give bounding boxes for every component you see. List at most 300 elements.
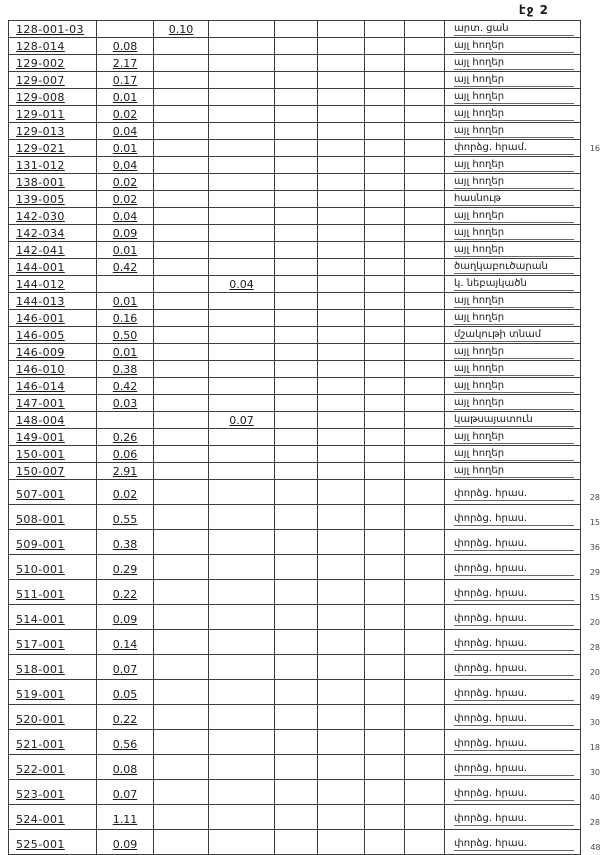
parcel-code-cell-text: 148-004 xyxy=(16,413,65,427)
empty-cell xyxy=(318,293,365,310)
empty-cell xyxy=(318,225,365,242)
margin-note xyxy=(581,605,601,630)
area-col2-cell xyxy=(154,225,209,242)
empty-cell xyxy=(318,361,365,378)
parcel-code-cell-text: 510-001 xyxy=(16,563,65,576)
margin-note xyxy=(581,395,601,412)
area-col2-cell xyxy=(154,89,209,106)
area-col1-cell-text: 0.38 xyxy=(112,538,138,551)
empty-cell xyxy=(318,830,365,855)
parcel-code-cell-text: 146-009 xyxy=(16,345,65,359)
empty-cell xyxy=(365,106,405,123)
empty-cell xyxy=(275,530,318,555)
empty-cell xyxy=(405,174,445,191)
table-row xyxy=(9,123,601,140)
area-col1-cell-text: 0.04 xyxy=(112,209,138,223)
parcel-code-cell-text: 514-001 xyxy=(16,613,65,626)
area-col1-cell-text: 0.06 xyxy=(112,447,138,461)
area-col3-cell xyxy=(209,655,275,680)
empty-cell xyxy=(318,655,365,680)
area-col3-cell xyxy=(209,21,275,38)
land-use-cell xyxy=(445,55,581,72)
margin-note xyxy=(581,805,601,830)
area-col3-cell xyxy=(209,293,275,310)
land-use-cell xyxy=(445,605,581,630)
parcel-code-cell xyxy=(9,293,97,310)
table-row xyxy=(9,705,601,730)
margin-note xyxy=(581,361,601,378)
area-col1-cell-text: 0.03 xyxy=(112,396,138,410)
parcel-code-cell-text: 142-041 xyxy=(16,243,65,257)
empty-cell xyxy=(405,378,445,395)
empty-cell xyxy=(365,344,405,361)
land-use-cell-text: այլ հողեր xyxy=(454,125,574,138)
margin-note xyxy=(581,344,601,361)
table-row xyxy=(9,72,601,89)
empty-cell xyxy=(275,225,318,242)
empty-cell xyxy=(365,463,405,480)
table-row xyxy=(9,310,601,327)
area-col2-cell xyxy=(154,361,209,378)
table-row xyxy=(9,395,601,412)
empty-cell xyxy=(318,106,365,123)
empty-cell xyxy=(405,55,445,72)
area-col3-cell xyxy=(209,157,275,174)
area-col2-cell xyxy=(154,276,209,293)
empty-cell xyxy=(275,259,318,276)
parcel-code-cell-text: 146-014 xyxy=(16,379,65,393)
empty-cell xyxy=(318,446,365,463)
parcel-code-cell xyxy=(9,655,97,680)
area-col2-cell xyxy=(154,21,209,38)
area-col2-cell xyxy=(154,344,209,361)
empty-cell xyxy=(365,140,405,157)
area-col1-cell xyxy=(97,361,154,378)
empty-cell xyxy=(405,480,445,505)
empty-cell xyxy=(275,580,318,605)
empty-cell xyxy=(275,344,318,361)
land-use-cell-text: փորձց. հրաս. xyxy=(454,638,574,651)
parcel-code-cell-text: 149-001 xyxy=(16,430,65,444)
parcel-code-cell-text: 138-001 xyxy=(16,175,65,189)
land-use-cell-text: փորձց. հրաս. xyxy=(454,613,574,626)
empty-cell xyxy=(405,208,445,225)
parcel-code-cell xyxy=(9,21,97,38)
land-use-cell xyxy=(445,755,581,780)
parcel-code-cell-text: 146-001 xyxy=(16,311,65,325)
area-col2-cell xyxy=(154,38,209,55)
parcel-code-cell xyxy=(9,191,97,208)
land-use-cell-text: փորձց. հրաս. xyxy=(454,488,574,501)
parcel-code-cell-text: 144-001 xyxy=(16,260,65,274)
table-row xyxy=(9,480,601,505)
area-col1-cell xyxy=(97,505,154,530)
parcel-code-cell xyxy=(9,276,97,293)
parcel-code-cell-text: 521-001 xyxy=(16,738,65,751)
empty-cell xyxy=(318,505,365,530)
table-row xyxy=(9,378,601,395)
empty-cell xyxy=(318,310,365,327)
area-col1-cell-text: 0.29 xyxy=(112,563,138,576)
empty-cell xyxy=(275,480,318,505)
empty-cell xyxy=(365,480,405,505)
area-col1-cell xyxy=(97,395,154,412)
empty-cell xyxy=(365,276,405,293)
area-col1-cell xyxy=(97,605,154,630)
empty-cell xyxy=(275,174,318,191)
land-use-cell-text: ծաղկաբուծարան xyxy=(454,261,574,274)
empty-cell xyxy=(275,655,318,680)
empty-cell xyxy=(365,780,405,805)
land-use-cell-text: այլ հողեր xyxy=(454,74,574,87)
area-col1-cell xyxy=(97,55,154,72)
empty-cell xyxy=(275,293,318,310)
empty-cell xyxy=(405,89,445,106)
area-col2-cell xyxy=(154,310,209,327)
parcel-code-cell-text: 131-012 xyxy=(16,158,65,172)
margin-note-text: 16 xyxy=(589,143,600,153)
empty-cell xyxy=(405,140,445,157)
margin-note xyxy=(581,174,601,191)
margin-note xyxy=(581,276,601,293)
empty-cell xyxy=(405,191,445,208)
parcel-code-cell-text: 522-001 xyxy=(16,763,65,776)
empty-cell xyxy=(318,805,365,830)
parcel-code-cell xyxy=(9,310,97,327)
empty-cell xyxy=(318,429,365,446)
area-col2-cell xyxy=(154,505,209,530)
empty-cell xyxy=(275,106,318,123)
area-col1-cell-text: 0.09 xyxy=(112,613,138,626)
empty-cell xyxy=(318,463,365,480)
land-use-cell xyxy=(445,225,581,242)
parcel-code-cell xyxy=(9,55,97,72)
area-col3-cell xyxy=(209,106,275,123)
parcel-code-cell xyxy=(9,208,97,225)
area-col1-cell-text: 0.01 xyxy=(112,90,138,104)
land-use-cell xyxy=(445,21,581,38)
empty-cell xyxy=(318,344,365,361)
land-use-cell xyxy=(445,555,581,580)
empty-cell xyxy=(365,580,405,605)
area-col1-cell-text: 2.17 xyxy=(112,56,138,70)
margin-note xyxy=(581,830,601,855)
area-col1-cell xyxy=(97,780,154,805)
area-col1-cell xyxy=(97,259,154,276)
area-col1-cell-text: 0.01 xyxy=(112,345,138,359)
area-col1-cell xyxy=(97,191,154,208)
empty-cell xyxy=(365,293,405,310)
margin-note xyxy=(581,530,601,555)
area-col2-cell-text: 0.10 xyxy=(168,22,194,36)
table-row xyxy=(9,38,601,55)
area-col1-cell xyxy=(97,38,154,55)
land-use-cell-text: արտ. ցան xyxy=(454,23,574,36)
area-col3-cell xyxy=(209,480,275,505)
parcel-code-cell-text: 146-010 xyxy=(16,362,65,376)
area-col1-cell-text: 0.17 xyxy=(112,73,138,87)
empty-cell xyxy=(405,555,445,580)
parcel-code-cell-text: 144-013 xyxy=(16,294,65,308)
empty-cell xyxy=(405,605,445,630)
margin-note-text: 20 xyxy=(589,617,600,627)
margin-note-text: 30 xyxy=(589,767,600,777)
area-col3-cell xyxy=(209,463,275,480)
land-use-cell-text: այլ հողեր xyxy=(454,397,574,410)
empty-cell xyxy=(318,730,365,755)
area-col3-cell xyxy=(209,72,275,89)
parcel-code-cell xyxy=(9,555,97,580)
margin-note xyxy=(581,680,601,705)
area-col2-cell xyxy=(154,174,209,191)
area-col1-cell xyxy=(97,310,154,327)
land-use-cell-text: փորձց. հրաս. xyxy=(454,763,574,776)
area-col3-cell-text: 0.07 xyxy=(229,413,254,427)
area-col2-cell xyxy=(154,680,209,705)
empty-cell xyxy=(318,242,365,259)
table-row xyxy=(9,293,601,310)
area-col1-cell-text: 0.16 xyxy=(112,311,138,325)
area-col1-cell xyxy=(97,429,154,446)
area-col3-cell xyxy=(209,123,275,140)
area-col3-cell xyxy=(209,630,275,655)
area-col3-cell xyxy=(209,361,275,378)
table-row xyxy=(9,327,601,344)
empty-cell xyxy=(405,293,445,310)
parcel-code-cell xyxy=(9,530,97,555)
land-use-cell-text: փորձց. հրաս. xyxy=(454,588,574,601)
table-row xyxy=(9,276,601,293)
area-col1-cell-text: 0.02 xyxy=(112,107,138,121)
land-use-cell xyxy=(445,480,581,505)
area-col1-cell-text: 0.42 xyxy=(112,379,138,393)
parcel-code-cell xyxy=(9,72,97,89)
parcel-code-cell xyxy=(9,225,97,242)
empty-cell xyxy=(405,429,445,446)
empty-cell xyxy=(365,555,405,580)
area-col1-cell-text: 0.22 xyxy=(112,713,138,726)
empty-cell xyxy=(318,89,365,106)
land-use-cell-text: այլ հողեր xyxy=(454,210,574,223)
parcel-code-cell-text: 129-008 xyxy=(16,90,65,104)
area-col3-cell xyxy=(209,530,275,555)
land-use-cell xyxy=(445,580,581,605)
area-col1-cell xyxy=(97,327,154,344)
area-col2-cell xyxy=(154,730,209,755)
margin-note-text: 36 xyxy=(589,542,600,552)
margin-note-text: 28 xyxy=(589,492,600,502)
area-col1-cell-text: 0.09 xyxy=(112,226,138,240)
empty-cell xyxy=(318,680,365,705)
empty-cell xyxy=(275,505,318,530)
margin-note xyxy=(581,225,601,242)
parcel-code-cell-text: 523-001 xyxy=(16,788,65,801)
land-use-cell-text: կ. նեբայկածն xyxy=(454,278,574,291)
parcel-code-cell xyxy=(9,830,97,855)
empty-cell xyxy=(365,38,405,55)
land-use-cell-text: այլ հողեր xyxy=(454,448,574,461)
area-col1-cell xyxy=(97,242,154,259)
area-col1-cell-text: 0.14 xyxy=(112,638,138,651)
empty-cell xyxy=(318,208,365,225)
empty-cell xyxy=(405,259,445,276)
margin-note xyxy=(581,412,601,429)
land-use-cell-text: փորձց. հրաս. xyxy=(454,788,574,801)
parcel-code-cell xyxy=(9,361,97,378)
empty-cell xyxy=(318,555,365,580)
empty-cell xyxy=(405,630,445,655)
empty-cell xyxy=(365,412,405,429)
empty-cell xyxy=(318,395,365,412)
parcel-code-cell-text: 524-001 xyxy=(16,813,65,826)
empty-cell xyxy=(365,225,405,242)
area-col3-cell xyxy=(209,327,275,344)
empty-cell xyxy=(275,755,318,780)
empty-cell xyxy=(365,327,405,344)
empty-cell xyxy=(365,208,405,225)
table-row xyxy=(9,344,601,361)
parcel-code-cell xyxy=(9,89,97,106)
empty-cell xyxy=(405,705,445,730)
area-col2-cell xyxy=(154,259,209,276)
parcel-code-cell xyxy=(9,755,97,780)
table-row xyxy=(9,225,601,242)
parcel-code-cell-text: 144-012 xyxy=(16,277,65,291)
area-col1-cell-text: 0.50 xyxy=(112,328,138,342)
empty-cell xyxy=(405,123,445,140)
empty-cell xyxy=(405,225,445,242)
parcel-code-cell xyxy=(9,805,97,830)
parcel-code-cell xyxy=(9,680,97,705)
land-use-cell xyxy=(445,72,581,89)
empty-cell xyxy=(365,755,405,780)
margin-note xyxy=(581,21,601,38)
margin-note xyxy=(581,38,601,55)
area-col2-cell xyxy=(154,208,209,225)
area-col1-cell-text: 0.01 xyxy=(112,294,138,308)
land-use-cell xyxy=(445,412,581,429)
parcel-code-cell xyxy=(9,630,97,655)
margin-note xyxy=(581,505,601,530)
parcel-code-cell-text: 129-021 xyxy=(16,141,65,155)
empty-cell xyxy=(275,191,318,208)
parcel-code-cell-text: 509-001 xyxy=(16,538,65,551)
area-col2-cell xyxy=(154,463,209,480)
area-col1-cell xyxy=(97,123,154,140)
land-use-cell xyxy=(445,705,581,730)
area-col1-cell-text: 0.42 xyxy=(112,260,138,274)
empty-cell xyxy=(405,780,445,805)
land-use-cell-text: այլ հողեր xyxy=(454,465,574,478)
empty-cell xyxy=(365,446,405,463)
margin-note xyxy=(581,72,601,89)
empty-cell xyxy=(405,157,445,174)
empty-cell xyxy=(405,72,445,89)
margin-note xyxy=(581,378,601,395)
empty-cell xyxy=(365,630,405,655)
empty-cell xyxy=(318,191,365,208)
area-col1-cell xyxy=(97,655,154,680)
empty-cell xyxy=(365,89,405,106)
empty-cell xyxy=(405,276,445,293)
margin-note-text: 15 xyxy=(589,592,600,602)
empty-cell xyxy=(275,72,318,89)
empty-cell xyxy=(365,242,405,259)
land-use-cell-text: այլ հողեր xyxy=(454,363,574,376)
area-col1-cell-text: 0.02 xyxy=(112,175,138,189)
table-row xyxy=(9,208,601,225)
area-col1-cell xyxy=(97,680,154,705)
margin-note xyxy=(581,555,601,580)
land-use-cell xyxy=(445,395,581,412)
area-col1-cell-text: 0.02 xyxy=(112,488,138,501)
land-use-cell xyxy=(445,505,581,530)
empty-cell xyxy=(405,412,445,429)
parcel-code-cell xyxy=(9,412,97,429)
parcel-code-cell xyxy=(9,140,97,157)
margin-note xyxy=(581,755,601,780)
land-use-cell xyxy=(445,680,581,705)
empty-cell xyxy=(318,780,365,805)
area-col3-cell xyxy=(209,730,275,755)
area-col1-cell xyxy=(97,555,154,580)
margin-note xyxy=(581,259,601,276)
parcel-code-cell-text: 142-034 xyxy=(16,226,65,240)
empty-cell xyxy=(318,580,365,605)
empty-cell xyxy=(405,505,445,530)
table-row xyxy=(9,361,601,378)
table-row xyxy=(9,530,601,555)
area-col3-cell xyxy=(209,208,275,225)
empty-cell xyxy=(405,755,445,780)
margin-note xyxy=(581,208,601,225)
empty-cell xyxy=(365,21,405,38)
area-col1-cell-text: 2.91 xyxy=(112,464,138,478)
area-col1-cell xyxy=(97,293,154,310)
empty-cell xyxy=(275,429,318,446)
margin-note-text: 28 xyxy=(589,817,600,827)
area-col2-cell xyxy=(154,157,209,174)
empty-cell xyxy=(318,530,365,555)
area-col1-cell xyxy=(97,463,154,480)
empty-cell xyxy=(275,89,318,106)
empty-cell xyxy=(275,55,318,72)
area-col1-cell xyxy=(97,705,154,730)
area-col1-cell xyxy=(97,580,154,605)
parcel-code-cell-text: 142-030 xyxy=(16,209,65,223)
parcel-code-cell-text: 129-002 xyxy=(16,56,65,70)
area-col2-cell xyxy=(154,780,209,805)
area-col3-cell xyxy=(209,310,275,327)
empty-cell xyxy=(405,327,445,344)
land-use-cell xyxy=(445,630,581,655)
empty-cell xyxy=(275,605,318,630)
area-col3-cell xyxy=(209,580,275,605)
table-row xyxy=(9,106,601,123)
parcel-table xyxy=(8,20,601,855)
area-col3-cell-text: 0.04 xyxy=(229,277,254,291)
margin-note xyxy=(581,55,601,72)
margin-note xyxy=(581,191,601,208)
empty-cell xyxy=(365,72,405,89)
empty-cell xyxy=(365,505,405,530)
land-use-cell-text: այլ հողեր xyxy=(454,346,574,359)
land-use-cell xyxy=(445,38,581,55)
empty-cell xyxy=(318,327,365,344)
area-col2-cell xyxy=(154,605,209,630)
empty-cell xyxy=(365,805,405,830)
empty-cell xyxy=(318,21,365,38)
